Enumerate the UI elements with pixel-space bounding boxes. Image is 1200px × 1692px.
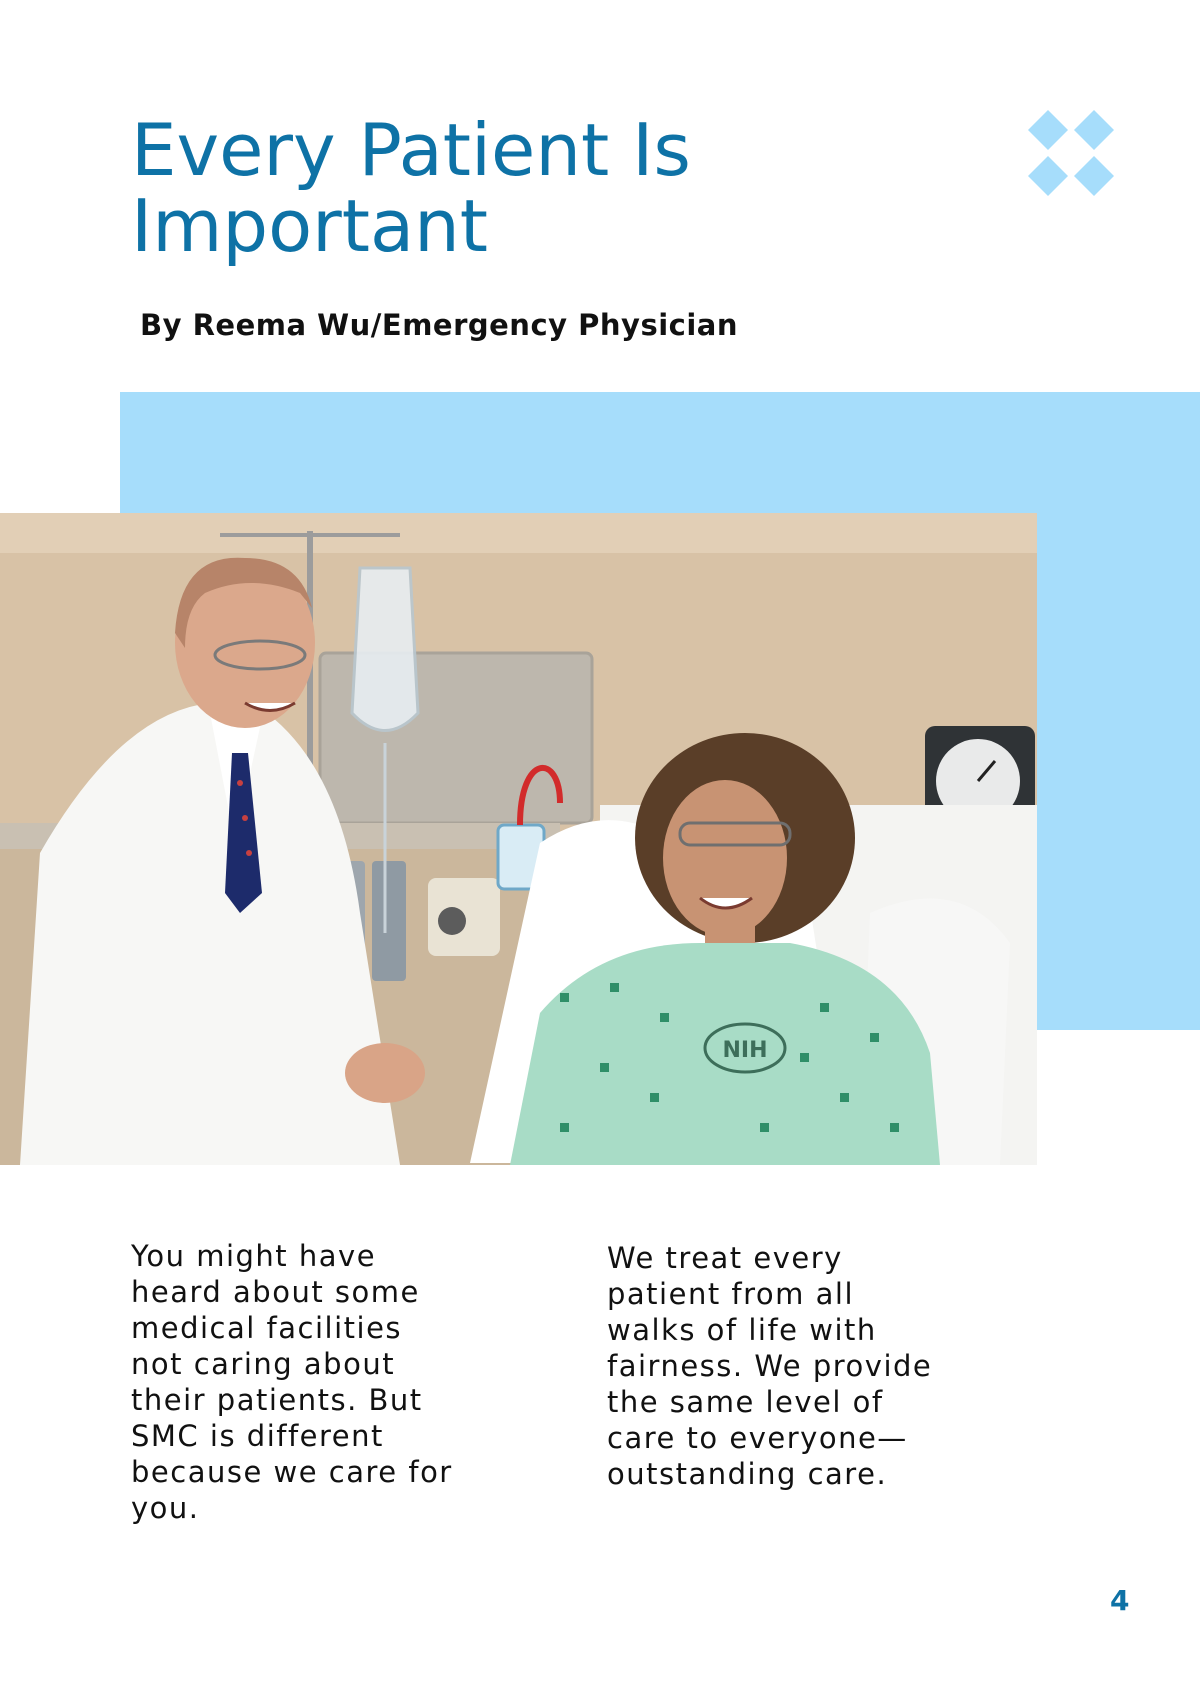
byline: By Reema Wu/Emergency Physician [140,308,738,342]
diamond-cluster-icon [1026,108,1116,198]
hero-photo [0,513,1037,1165]
paragraph-right: We treat every patient from all walks of life with fairness. We provide the same level of care to everyone—outstanding care. [607,1241,933,1491]
gown-logo-text: NIH [722,1038,768,1063]
title-line-2: Important [131,184,488,268]
paragraph-left: You might have heard about some medical facilities not caring about their patients. But SMC is different because we care for you. [131,1239,453,1525]
page-number: 4 [1110,1584,1130,1617]
page-title [131,108,831,268]
doctor-patient-illustration [0,513,1037,1165]
title-line-1: Every Patient Is [131,108,691,192]
